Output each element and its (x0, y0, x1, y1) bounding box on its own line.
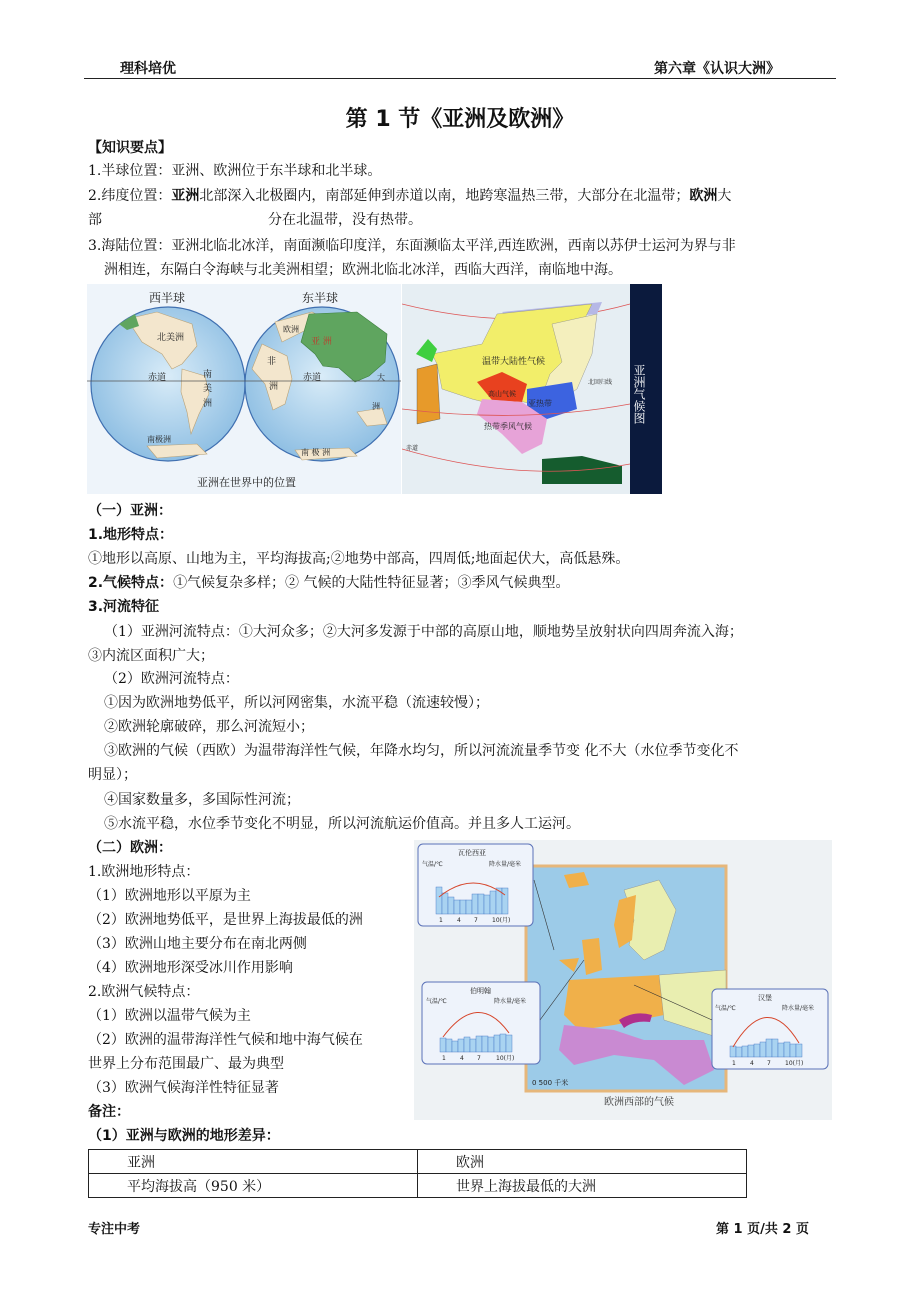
table-header-cell: 亚洲 (89, 1150, 418, 1174)
svg-text:瓦伦西亚: 瓦伦西亚 (458, 849, 486, 857)
europe-terrain-item: （2）欧洲地势低平，是世界上海拔最低的洲 (88, 912, 363, 928)
header-right: 第六章《认识大洲》 (654, 61, 780, 77)
table-cell: 世界上海拔最低的大洲 (418, 1174, 747, 1198)
svg-text:洲: 洲 (203, 399, 213, 409)
note-subheading: （1）亚洲与欧洲的地形差异： (88, 1128, 280, 1144)
europe-climate-item: （1）欧洲以温带气候为主 (88, 1008, 251, 1024)
svg-text:降水量/毫米: 降水量/毫米 (782, 1005, 815, 1012)
asia-river-1: （1）亚洲河流特点：①大河众多；②大河多发源于中部的高原山地，顺地势呈放射状向四周奔流入海； (104, 624, 743, 640)
europe-river-item: ④国家数量多，多国际性河流； (104, 792, 300, 808)
svg-text:4: 4 (457, 917, 461, 924)
item-text: 亚洲、欧洲位于东半球和北半球。 (171, 163, 382, 179)
svg-text:热带季风气候: 热带季风气候 (484, 422, 532, 431)
svg-text:1: 1 (732, 1060, 736, 1067)
svg-text:高山气候: 高山气候 (488, 390, 516, 398)
europe-terrain-item: （4）欧洲地形深受冰川作用影响 (88, 960, 293, 976)
svg-text:气温/℃: 气温/℃ (426, 998, 447, 1005)
figure-caption: 亚洲在世界中的位置 (197, 476, 296, 489)
world-position-figure (87, 284, 401, 494)
svg-text:亚 洲: 亚 洲 (311, 337, 332, 347)
west-hemisphere-label: 西半球 (149, 291, 186, 305)
europe-heading: （二）欧洲： (88, 840, 172, 856)
europe-river-item: ②欧洲轮廓破碎，那么河流短小； (104, 719, 314, 735)
item-text: 部 (88, 212, 102, 228)
europe-climate-item: 世界上分布范围最广、最为典型 (88, 1056, 284, 1072)
item-text: 分在北温带，没有热带。 (268, 212, 422, 228)
page-title: 第 1 节《亚洲及欧洲》 (345, 107, 575, 132)
item-text: ①气候复杂多样；② 气候的大陆性特征显著；③季风气候典型。 (173, 575, 570, 591)
svg-text:汉堡: 汉堡 (758, 994, 772, 1002)
svg-text:7: 7 (767, 1060, 771, 1067)
svg-text:洲: 洲 (269, 382, 279, 392)
europe-climate-heading: 2.欧洲气候特点： (88, 984, 200, 1000)
item-text: 亚洲北临北冰洋，南面濒临印度洋，东面濒临太平洋,西连欧洲，西南以苏伊士运河为界与非 (171, 238, 736, 254)
europe-river-item: ⑤水流平稳，水位季节变化不明显，所以河流航运价值高。并且多人工运河。 (104, 816, 580, 832)
knowledge-item-1 (88, 160, 381, 182)
europe-terrain-item: （3）欧洲山地主要分布在南北两侧 (88, 936, 307, 952)
svg-text:4: 4 (460, 1055, 464, 1062)
table-header-row (89, 1150, 747, 1174)
climate-chart-valencia (418, 844, 533, 926)
footer-left: 专注中考 (88, 1222, 141, 1237)
knowledge-item-3 (88, 235, 736, 257)
europe-river-item: ③欧洲的气候（西欧）为温带海洋性气候，年降水均匀，所以河流流量季节变 化不大（水位季节变化不 (104, 743, 739, 759)
asia-heading: （一）亚洲： (88, 503, 172, 519)
europe-terrain-item: （1）欧洲地形以平原为主 (88, 888, 251, 904)
europe-river-item: ①因为欧洲地势低平，所以河网密集，水流平稳（流速较慢）； (104, 695, 489, 711)
item-text: 大 (717, 188, 732, 204)
asia-climate-figure (402, 284, 662, 494)
table-header-cell: 欧洲 (418, 1150, 747, 1174)
table-row (89, 1174, 747, 1198)
svg-text:欧洲: 欧洲 (283, 325, 299, 334)
knowledge-item-2-cont (88, 209, 422, 231)
item-text: 北部深入北极圈内，南部延伸到赤道以南，地跨寒温热三带，大部分在北温带； (199, 188, 690, 204)
item-label: 1.半球位置： (88, 163, 172, 179)
figure-caption: 欧洲西部的气候 (604, 1097, 674, 1108)
svg-text:气温/℃: 气温/℃ (422, 861, 443, 868)
climate-chart-hamburg (712, 989, 828, 1069)
svg-text:大: 大 (377, 373, 385, 382)
svg-text:降水量/毫米: 降水量/毫米 (489, 861, 522, 868)
svg-text:温带大陆性气候: 温带大陆性气候 (482, 357, 546, 367)
svg-text:洲: 洲 (372, 402, 380, 411)
europe-river-item: 明显）； (88, 767, 137, 783)
svg-text:北回归线: 北回归线 (588, 379, 613, 386)
europe-climate-figure (414, 840, 832, 1120)
svg-text:非: 非 (267, 357, 277, 367)
asia-climate-line (88, 572, 570, 594)
table-cell: 平均海拔高（950 米） (89, 1174, 418, 1198)
europe-river-heading: （2）欧洲河流特点： (104, 671, 239, 687)
item-label: 2.气候特点： (88, 575, 174, 591)
svg-text:1: 1 (442, 1055, 446, 1062)
svg-text:10(月): 10(月) (496, 1055, 515, 1062)
asia-river-2: ③内流区面积广大； (88, 648, 214, 664)
svg-text:降水量/毫米: 降水量/毫米 (494, 998, 527, 1005)
svg-text:北美洲: 北美洲 (157, 333, 185, 343)
svg-text:赤道: 赤道 (303, 373, 322, 383)
asia-climate-title: 亚洲气候图 (632, 364, 646, 424)
page-number: 第 1 页/共 2 页 (716, 1222, 809, 1237)
header-left: 理科培优 (120, 61, 176, 77)
svg-text:7: 7 (474, 917, 478, 924)
svg-text:赤道: 赤道 (406, 445, 419, 452)
climate-chart-birmingham (422, 982, 540, 1064)
section-heading: 【知识要点】 (88, 140, 172, 156)
comparison-table (88, 1149, 747, 1198)
item-label: 2.纬度位置： (88, 188, 172, 204)
europe-climate-item: （3）欧洲气候海洋性特征显著 (88, 1080, 279, 1096)
svg-text:4: 4 (750, 1060, 754, 1067)
svg-text:南 极 洲: 南 极 洲 (301, 448, 331, 457)
asia-terrain-text: ①地形以高原、山地为主，平均海拔高;②地势中部高，四周低;地面起伏大，高低悬殊。 (88, 551, 630, 567)
bold-term: 欧洲 (689, 188, 718, 204)
bold-term: 亚洲 (171, 188, 200, 204)
knowledge-item-3-cont: 洲相连，东隔白令海峡与北美洲相望；欧洲北临北冰洋，西临大西洋，南临地中海。 (104, 262, 622, 278)
asia-terrain-heading: 1.地形特点： (88, 527, 174, 543)
svg-text:赤道: 赤道 (148, 373, 167, 383)
svg-text:10(月): 10(月) (492, 917, 511, 924)
knowledge-item-2 (88, 185, 731, 207)
svg-text:气温/℃: 气温/℃ (715, 1005, 736, 1012)
svg-text:0 500 千米: 0 500 千米 (532, 1079, 569, 1087)
svg-text:南极洲: 南极洲 (147, 435, 171, 444)
header-rule (84, 78, 836, 79)
item-label: 3.海陆位置： (88, 238, 172, 254)
svg-text:1: 1 (439, 917, 443, 924)
svg-text:伯明翰: 伯明翰 (470, 987, 491, 995)
svg-text:南: 南 (203, 370, 213, 380)
svg-text:10(月): 10(月) (785, 1060, 804, 1067)
svg-text:亚热带: 亚热带 (528, 399, 552, 408)
east-hemisphere-label: 东半球 (302, 291, 339, 305)
river-heading: 3.河流特征 (88, 599, 160, 615)
europe-terrain-heading: 1.欧洲地形特点： (88, 864, 200, 880)
svg-text:美: 美 (203, 384, 213, 394)
europe-climate-item: （2）欧洲的温带海洋性气候和地中海气候在 (88, 1032, 363, 1048)
note-heading: 备注： (88, 1104, 130, 1120)
svg-text:7: 7 (477, 1055, 481, 1062)
